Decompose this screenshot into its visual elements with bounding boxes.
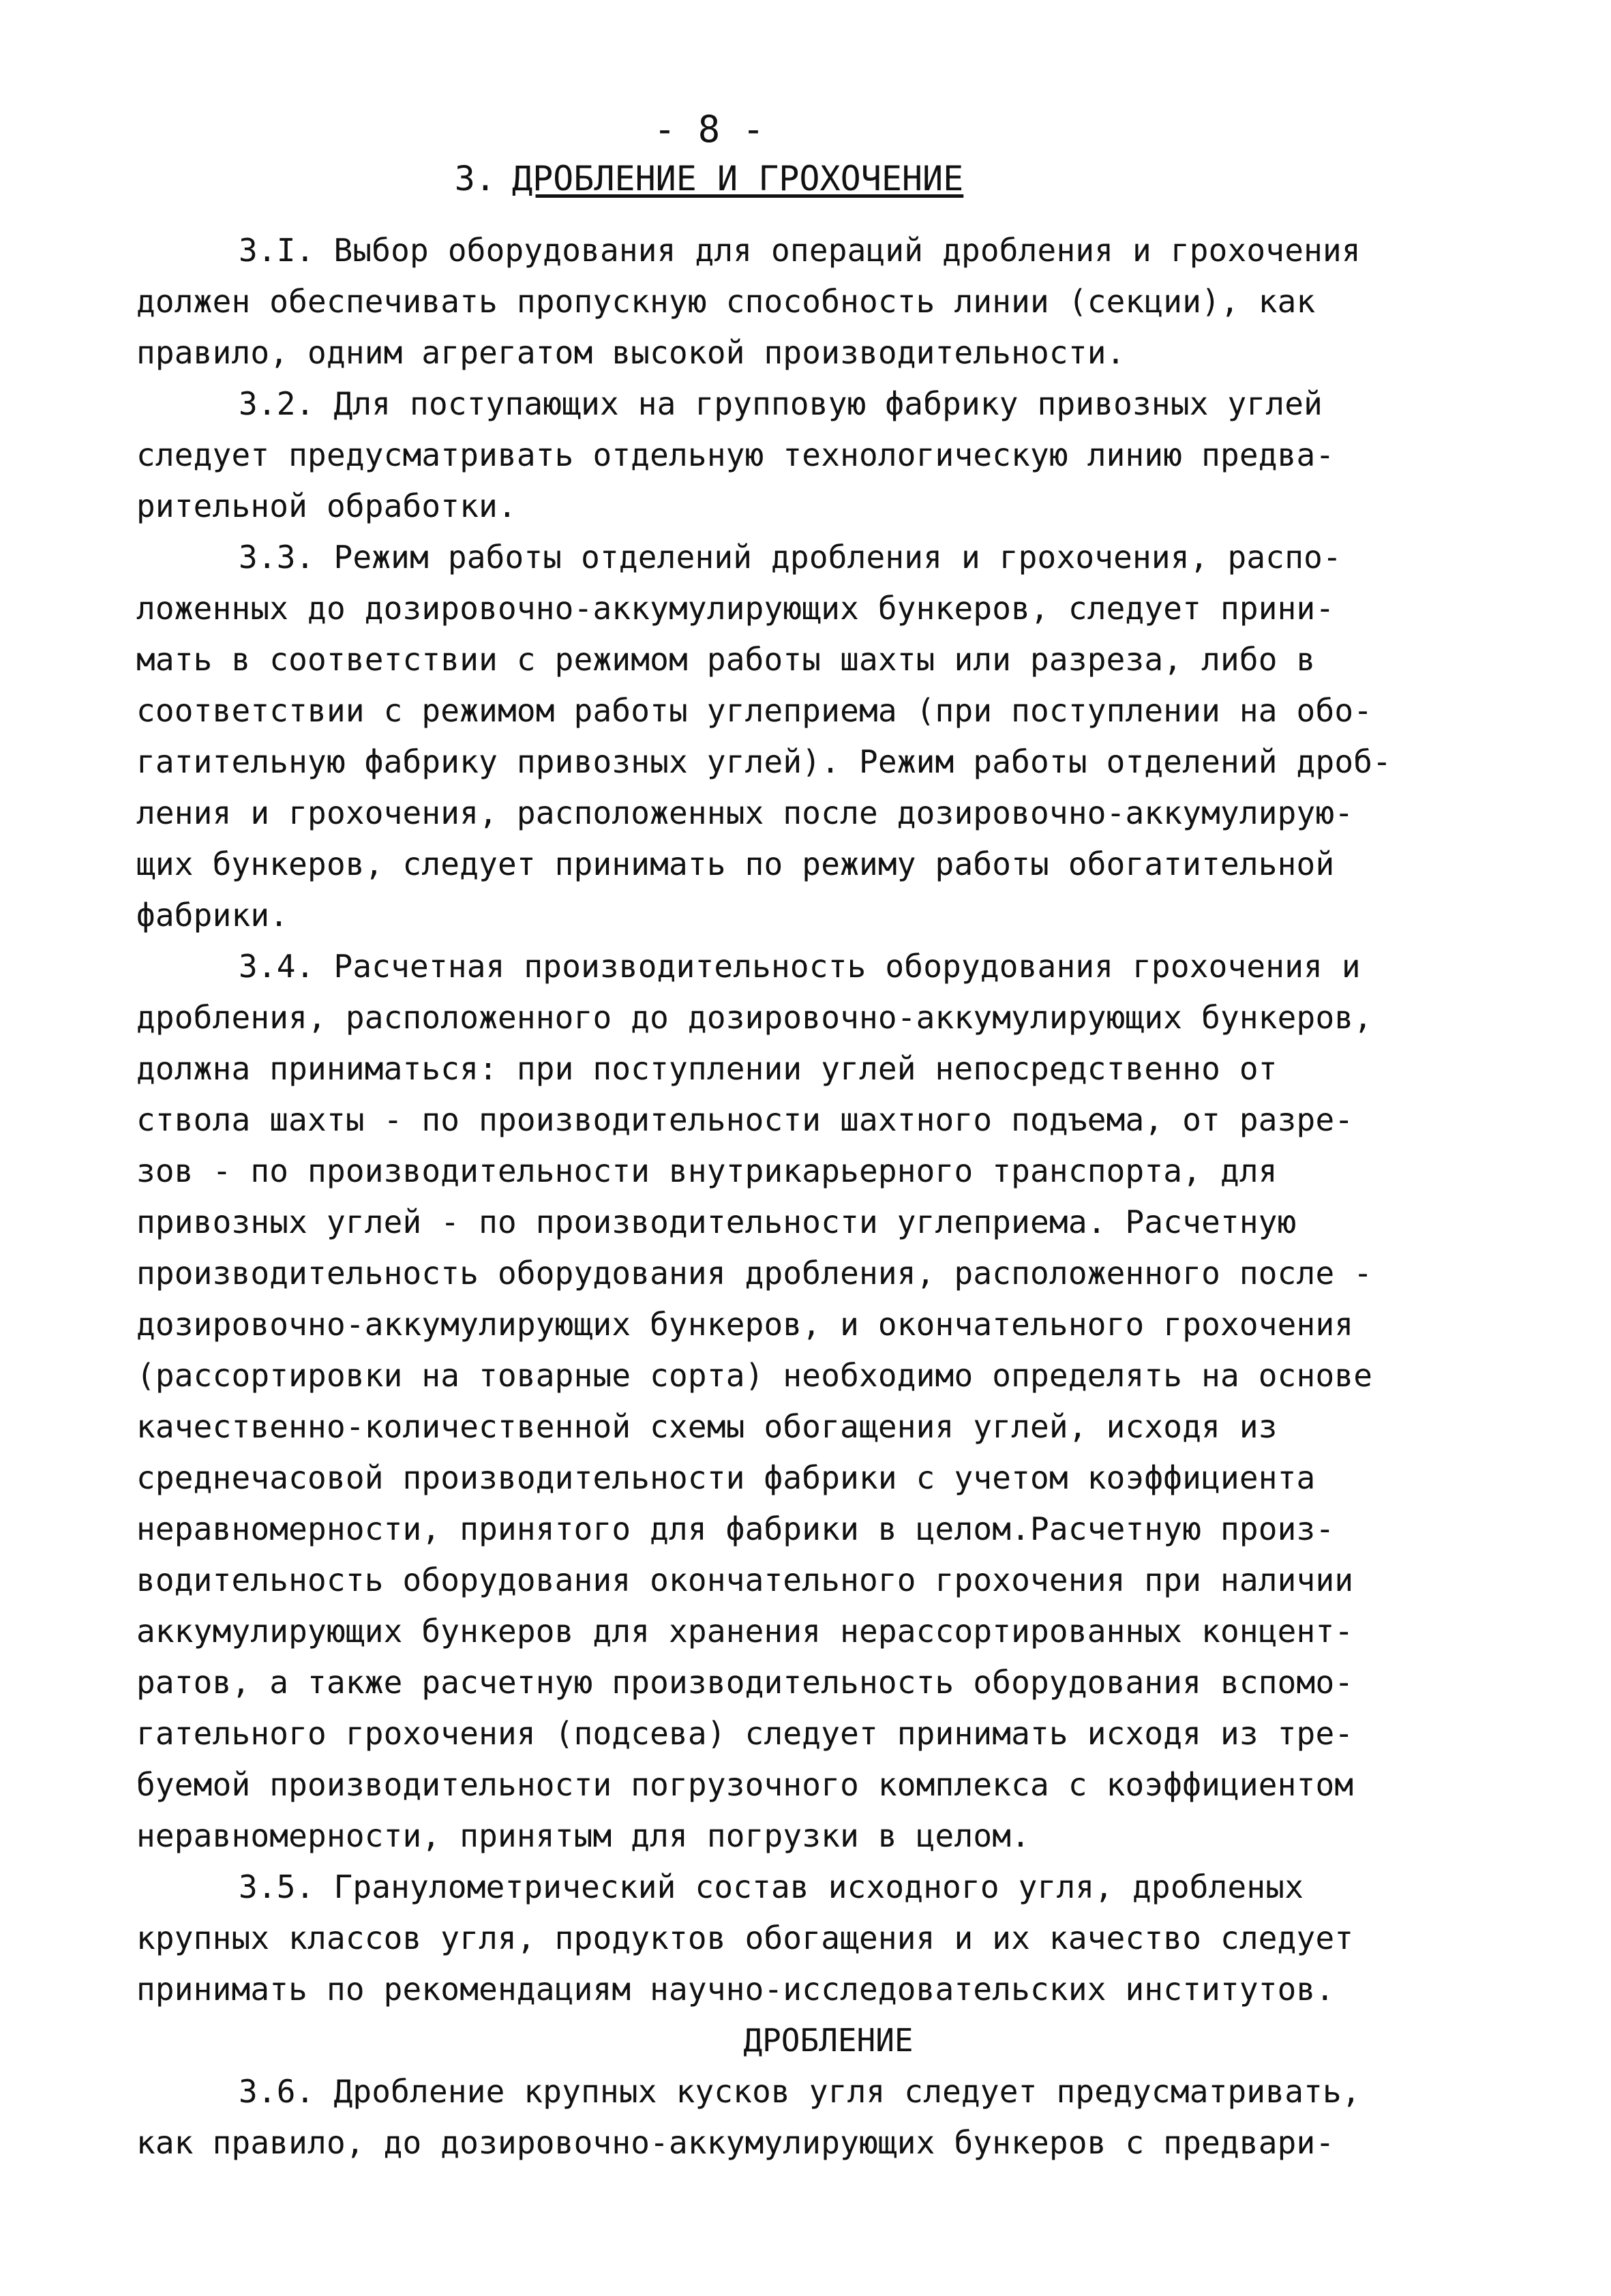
page-number: - 8 -	[653, 108, 765, 151]
text-line: щих бункеров, следует принимать по режиму работы обогатительной	[136, 846, 1335, 882]
text-line: дозировочно-аккумулирующих бункеров, и окончательного грохочения	[136, 1306, 1354, 1343]
text-line: дробления, расположенного до дозировочно-аккумулирующих бункеров,	[136, 999, 1373, 1036]
document-body	[136, 225, 1486, 2168]
text-line: рительной обработки.	[136, 488, 517, 524]
text-line: зов - по производительности внутрикарьерного транспорта, для	[136, 1152, 1278, 1189]
text-line: следует предусматривать отдельную технологическую линию предва-	[136, 436, 1335, 473]
text-line: крупных классов угля, продуктов обогащения и их качество следует	[136, 1920, 1354, 1956]
text-line: производительность оборудования дробления, расположенного после -	[136, 1255, 1373, 1292]
section-heading	[0, 157, 1418, 200]
text-line: мать в соответствии с режимом работы шахты или разреза, либо в	[136, 641, 1316, 678]
text-line: соответствии с режимом работы углеприема (при поступлении на обо-	[136, 692, 1373, 729]
text-line: фабрики.	[136, 897, 289, 934]
text-line: ратов, а также расчетную производительность оборудования вспомо-	[136, 1664, 1354, 1701]
subheading-crushing: ДРОБЛЕНИЕ	[743, 2022, 914, 2059]
text-line: 3.5. Гранулометрический состав исходного угля, дробленых	[239, 1868, 1304, 1905]
paragraph-3-1	[136, 225, 1486, 378]
text-line: принимать по рекомендациям научно-исследовательских институтов.	[136, 1971, 1335, 2008]
text-line: (рассортировки на товарные сорта) необходимо определять на основе	[136, 1357, 1373, 1394]
text-line: должна приниматься: при поступлении углей непосредственно от	[136, 1050, 1278, 1087]
text-line: среднечасовой производительности фабрики с учетом коэффициента	[136, 1459, 1316, 1496]
text-line: качественно-количественной схемы обогащения углей, исходя из	[136, 1408, 1278, 1445]
text-line: как правило, до дозировочно-аккумулирующих бункеров с предвари-	[136, 2124, 1335, 2161]
text-line: 3.4. Расчетная производительность оборудования грохочения и	[239, 948, 1361, 985]
text-line: 3.2. Для поступающих на групповую фабрику привозных углей	[239, 385, 1323, 422]
paragraph-3-4	[136, 941, 1486, 1862]
text-line: 3.I. Выбор оборудования для операций дробления и грохочения	[239, 232, 1361, 269]
text-line: гатительную фабрику привозных углей). Режим работы отделений дроб-	[136, 743, 1392, 780]
text-line: буемой производительности погрузочного комплекса с коэффициентом	[136, 1766, 1354, 1803]
text-line: неравномерности, принятым для погрузки в целом.	[136, 1817, 1031, 1854]
paragraph-3-5	[136, 1862, 1486, 2015]
text-line: гательного грохочения (подсева) следует принимать исходя из тре-	[136, 1715, 1354, 1752]
section-title: ДРОБЛЕНИЕ И ГРОХОЧЕНИЕ	[511, 159, 964, 198]
paragraph-3-3	[136, 532, 1486, 941]
text-line: привозных углей - по производительности углеприема. Расчетную	[136, 1204, 1297, 1240]
text-line: правило, одним агрегатом высокой производительности.	[136, 334, 1126, 371]
text-line: 3.6. Дробление крупных кусков угля следует предусматривать,	[239, 2073, 1361, 2110]
text-line: ления и грохочения, расположенных после дозировочно-аккумулирую-	[136, 794, 1354, 831]
section-number: 3.	[454, 159, 496, 198]
paragraph-3-2	[136, 378, 1486, 532]
text-line: ствола шахты - по производительности шахтного подъема, от разре-	[136, 1101, 1354, 1138]
text-line: ложенных до дозировочно-аккумулирующих бункеров, следует прини-	[136, 590, 1335, 627]
paragraph-3-6	[136, 2066, 1486, 2168]
text-line: 3.3. Режим работы отделений дробления и грохочения, распо-	[239, 539, 1342, 576]
text-line: аккумулирующих бункеров для хранения нерассортированных концент-	[136, 1613, 1354, 1650]
text-line: водительность оборудования окончательного грохочения при наличии	[136, 1562, 1354, 1598]
text-line: должен обеспечивать пропускную способность линии (секции), как	[136, 283, 1316, 320]
text-line: неравномерности, принятого для фабрики в целом.Расчетную произ-	[136, 1510, 1335, 1547]
